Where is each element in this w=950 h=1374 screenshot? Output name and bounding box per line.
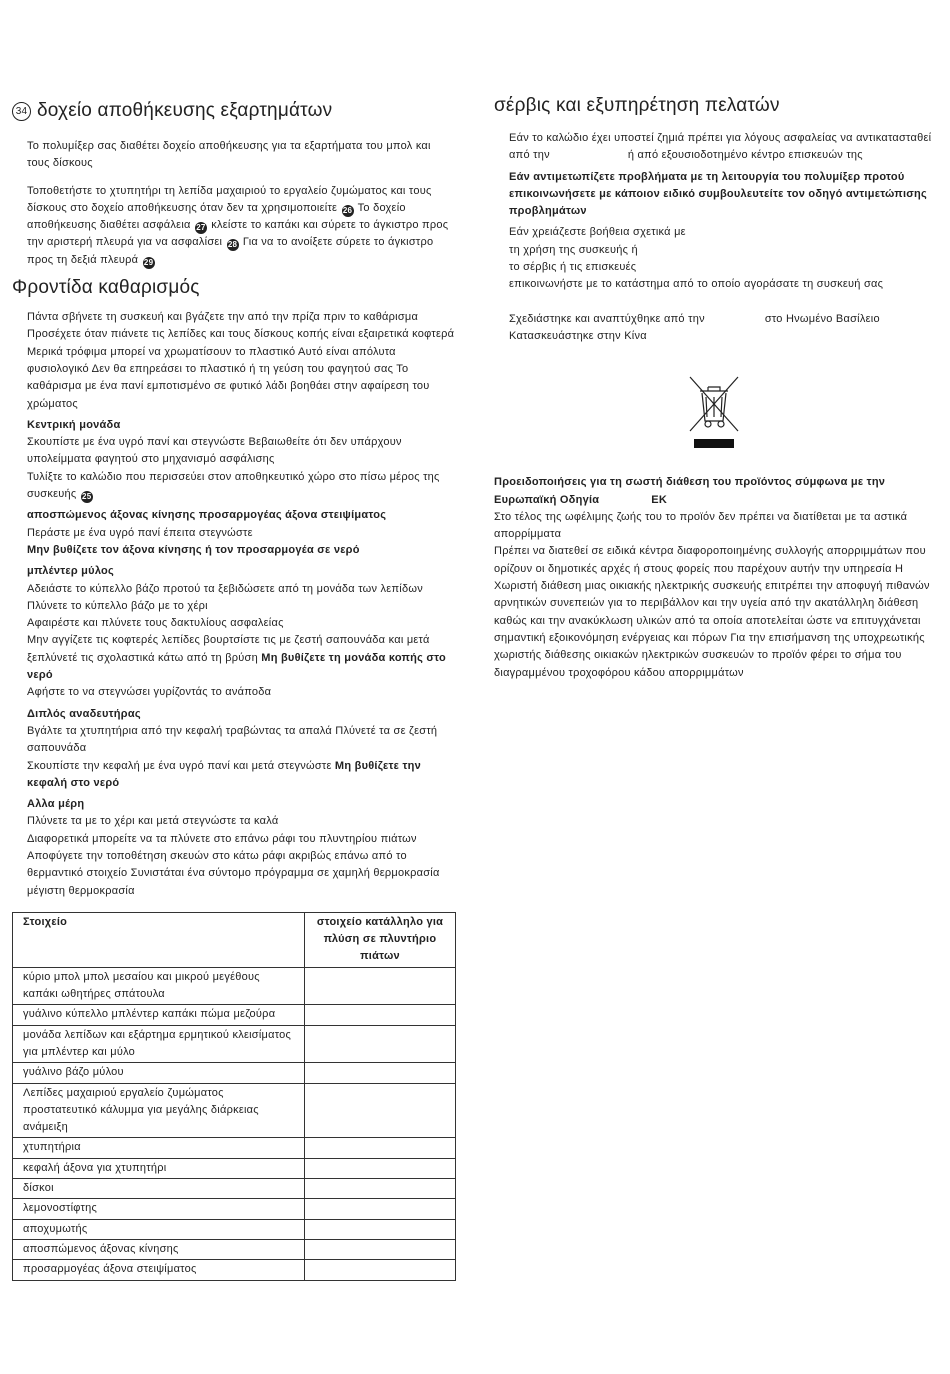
blender-line: Αφήστε το να στεγνώσει γυρίζοντάς το ανάποδα — [27, 686, 272, 699]
table-row — [13, 1239, 456, 1259]
table-item-cell: γυάλινο βάζο μύλου — [13, 1063, 305, 1083]
drive-line: Περάστε με ένα υγρό πανί έπειτα στεγνώστε — [27, 526, 253, 539]
table-dishwasher-cell — [305, 967, 456, 1005]
table-item-cell: Λεπίδες μαχαιριού εργαλείο ζυμώματος προστατευτικό κάλυμμα για μεγάλης διάρκειας ανάμειξη — [13, 1083, 305, 1138]
made-in: Κατασκευάστηκε στην Κίνα — [509, 329, 647, 342]
table-row — [13, 1005, 456, 1025]
table-dishwasher-cell — [305, 1239, 456, 1259]
service-help: Εάν χρειάζεστε βοήθεια σχετικά με — [509, 226, 686, 239]
care-line: Μερικά τρόφιμα μπορεί να χρωματίσουν το πλαστικό Αυτό είναι απόλυτα φυσιολογικό Δεν θα επηρεάσει το πλαστικό ή τη γεύση του φαγητού σας Το καθάρισμα με ένα πανί εμποτισμένο σε φυτικό λάδι βοηθάει στην αφαίρεση του χρώματος — [27, 345, 430, 410]
storage-section-title: 34 δοχείο αποθήκευσης εξαρτημάτων — [12, 100, 456, 122]
table-item-cell: αποχυμωτής — [13, 1219, 305, 1239]
figure-ref-icon: 26 — [342, 205, 353, 215]
table-dishwasher-cell — [305, 1063, 456, 1083]
care-line: Προσέχετε όταν πιάνετε τις λεπίδες και τους δίσκους κοπής είναι εξαιρετικά κοφτερά — [27, 328, 455, 341]
designed-by: Σχεδιάστηκε και αναπτύχθηκε από την στο Ηνωμένο Βασίλειο — [509, 312, 880, 325]
figure-ref-icon: 27 — [196, 223, 206, 233]
table-row — [13, 1199, 456, 1219]
figure-ref-icon: 25 — [82, 492, 92, 502]
table-dishwasher-cell — [305, 1260, 456, 1280]
weee-text: Στο τέλος της ωφέλιμης ζωής του το προϊόν δεν πρέπει να διατίθεται με τα αστικά απορρίμματα — [494, 510, 908, 541]
table-header-row — [13, 912, 456, 967]
table-item-cell: κύριο μπολ μπολ μεσαίου και μικρού μεγέθους καπάκι ωθητήρες σπάτουλα — [13, 967, 305, 1005]
table-row — [13, 1083, 456, 1138]
table-dishwasher-cell — [305, 1199, 456, 1219]
dishwasher-table — [12, 912, 456, 1281]
table-item-cell: χτυπητήρια — [13, 1138, 305, 1158]
table-row — [13, 1138, 456, 1158]
other-line: Διαφορετικά μπορείτε να τα πλύνετε στο επάνω ράφι του πλυντηρίου πιάτων Αποφύγετε την τοποθέτηση σκευών στο κάτω ράφι ακριβώς επάνω από το θερμαντικό στοιχείο Συνιστάται ένα σύντομο πρόγραμμα σε χαμηλή θερμοκρασία μέγιστη θερμοκρασία — [27, 832, 440, 897]
weee-title: Προειδοποιήσεις για τη σωστή διάθεση του προϊόντος σύμφωνα με την Ευρωπαϊκή Οδηγία ΕΚ — [494, 476, 886, 506]
table-row — [13, 1260, 456, 1280]
table-dishwasher-cell — [305, 1083, 456, 1138]
table-dishwasher-cell — [305, 1179, 456, 1199]
table-item-cell: λεμονοστίφτης — [13, 1199, 305, 1219]
whisk-subtitle: Διπλός αναδευτήρας — [27, 707, 141, 720]
crossed-bin-icon — [686, 375, 742, 449]
other-subtitle: Αλλα μέρη — [27, 798, 85, 811]
table-header-item: Στοιχείο — [13, 912, 305, 967]
table-row — [13, 1219, 456, 1239]
table-dishwasher-cell — [305, 1219, 456, 1239]
service-help: επικοινωνήστε με το κατάστημα από το οποίο αγοράσατε τη συσκευή σας — [509, 278, 884, 291]
blender-subtitle: μπλέντερ μύλος — [27, 565, 114, 578]
whisk-line: Βγάλτε τα χτυπητήρια από την κεφαλή τραβώντας τα απαλά Πλύνετέ τα σε ζεστή σαπουνάδα — [27, 724, 438, 755]
weee-text: Πρέπει να διατεθεί σε ειδικά κέντρα διαφοροποιημένης συλλογής απορριμμάτων που ορίζουν οι δημοτικές αρχές ή στους φορείς που παρέχουν αυτήν την υπηρεσία Η Χωριστή διάθεση μιας οικιακής ηλεκτρικής συσκευής επιτρέπει την αποφυγή πιθανών αρνητικών συνεπειών για το περιβάλλον και την υγεία από την ακατάλληλη διάθεση καθώς και την ανακύκλωση υλικών από τα οποία αποτελείται ώστε να επιτυγχάνεται σημαντική εξοικονόμηση ενέργειας και πόρων Για την επισήμανση της υποχρεωτικής χωριστής διάθεσης οικιακών ηλεκτρικών συσκευών το προϊόν φέρει το σήμα του διαγραμμένου τροχοφόρου κάδου απορριμμάτων — [494, 545, 930, 679]
table-item-cell: κεφαλή άξονα για χτυπητήρι — [13, 1158, 305, 1178]
figure-ref-icon: 28 — [227, 240, 238, 250]
other-line: Πλύνετε τα με το χέρι και μετά στεγνώστε τα καλά — [27, 815, 279, 828]
whisk-line: Σκουπίστε την κεφαλή με ένα υγρό πανί και μετά στεγνώστε Μη βυθίζετε την κεφαλή στο νερό — [27, 759, 421, 789]
table-header-dishwasher: στοιχείο κατάλληλο για πλύση σε πλυντήριο πιάτων — [305, 912, 456, 967]
table-item-cell: γυάλινο κύπελλο μπλέντερ καπάκι πώμα μεζούρα — [13, 1005, 305, 1025]
service-troubleshoot: Εάν αντιμετωπίζετε προβλήματα με τη λειτουργία του πολυμίξερ προτού επικοινωνήσετε με κάποιον ειδικό συμβουλευτείτε τον οδηγό αντιμετώπισης προβλημάτων — [509, 170, 927, 218]
table-row — [13, 1179, 456, 1199]
unit-subtitle: Κεντρική μονάδα — [27, 418, 121, 431]
service-section-title: σέρβις και εξυπηρέτηση πελατών — [494, 95, 780, 116]
section-number-badge: 34 — [12, 102, 31, 121]
unit-line: Σκουπίστε με ένα υγρό πανί και στεγνώστε Βεβαιωθείτε ότι δεν υπάρχουν υπολείμματα φαγητού στο μηχανισμό ασφάλισης — [27, 436, 402, 466]
table-row — [13, 967, 456, 1005]
service-line: Εάν το καλώδιο έχει υποστεί ζημιά πρέπει για λόγους ασφαλείας να αντικατασταθεί από την ή από εξουσιοδοτημένο κέντρο επισκευών της — [509, 132, 932, 162]
table-row — [13, 1158, 456, 1178]
table-item-cell: προσαρμογέας άξονα στειψίματος — [13, 1260, 305, 1280]
weee-symbol — [492, 375, 936, 454]
care-section-title: Φροντίδα καθαρισμός — [12, 277, 200, 299]
table-dishwasher-cell — [305, 1025, 456, 1063]
table-item-cell: μονάδα λεπίδων και εξάρτημα ερμητικού κλεισίματος για μπλέντερ και μύλο — [13, 1025, 305, 1063]
table-dishwasher-cell — [305, 1138, 456, 1158]
table-dishwasher-cell — [305, 1158, 456, 1178]
left-column — [12, 0, 456, 1281]
table-item-cell: δίσκοι — [13, 1179, 305, 1199]
service-help: τη χρήση της συσκευής ή — [509, 243, 638, 256]
service-help: το σέρβις ή τις επισκευές — [509, 261, 637, 274]
table-row — [13, 1063, 456, 1083]
storage-intro: Το πολυμίξερ σας διαθέτει δοχείο αποθήκευσης για τα εξαρτήματα του μπολ και τους δίσκους — [27, 140, 431, 170]
right-column — [494, 0, 936, 682]
table-dishwasher-cell — [305, 1005, 456, 1025]
blender-line: Μην αγγίζετε τις κοφτερές λεπίδες βουρτσίστε τις με ζεστή σαπουνάδα και μετά ξεπλύνετέ τις σχολαστικά κάτω από τη βρύση Μη βυθίζετε τη μονάδα κοπής στο νερό — [27, 634, 447, 682]
unit-line: Τυλίξτε το καλώδιο που περισσεύει στον αποθηκευτικό χώρο στο πίσω μέρος της συσκευής 25 — [27, 470, 440, 502]
table-item-cell: αποσπώμενος άξονας κίνησης — [13, 1239, 305, 1259]
storage-instructions: Τοποθετήστε το χτυπητήρι τη λεπίδα μαχαιριού το εργαλείο ζυμώματος και τους δίσκους στο δοχείο αποθήκευσης όταν δεν τα χρησιμοποιείτε 26 Το δοχείο αποθήκευσης διαθέτει ασφάλεια 27 κλείστε το καπάκι και σύρετε το άγκιστρο προς την αριστερή πλευρά για να ασφαλίσει 28 Για να το ανοίξετε σύρετε το άγκιστρο προς τη δεξιά πλευρά 29 — [27, 184, 449, 267]
blender-line: Αφαιρέστε και πλύνετε τους δακτυλίους ασφαλείας — [27, 617, 284, 630]
drive-warning: Μην βυθίζετε τον άξονα κίνησης ή τον προσαρμογέα σε νερό — [27, 543, 360, 556]
drive-subtitle: αποσπώμενος άξονας κίνησης προσαρμογέας άξονα στειψίματος — [27, 509, 387, 522]
figure-ref-icon: 29 — [143, 257, 154, 267]
care-line: Πάντα σβήνετε τη συσκευή και βγάζετε την από την πρίζα πριν το καθάρισμα — [27, 311, 419, 324]
blender-line: Αδειάστε το κύπελλο βάζο προτού τα ξεβιδώσετε από τη μονάδα των λεπίδων — [27, 582, 423, 595]
table-row — [13, 1025, 456, 1063]
blender-line: Πλύνετε το κύπελλο βάζο με το χέρι — [27, 599, 208, 612]
